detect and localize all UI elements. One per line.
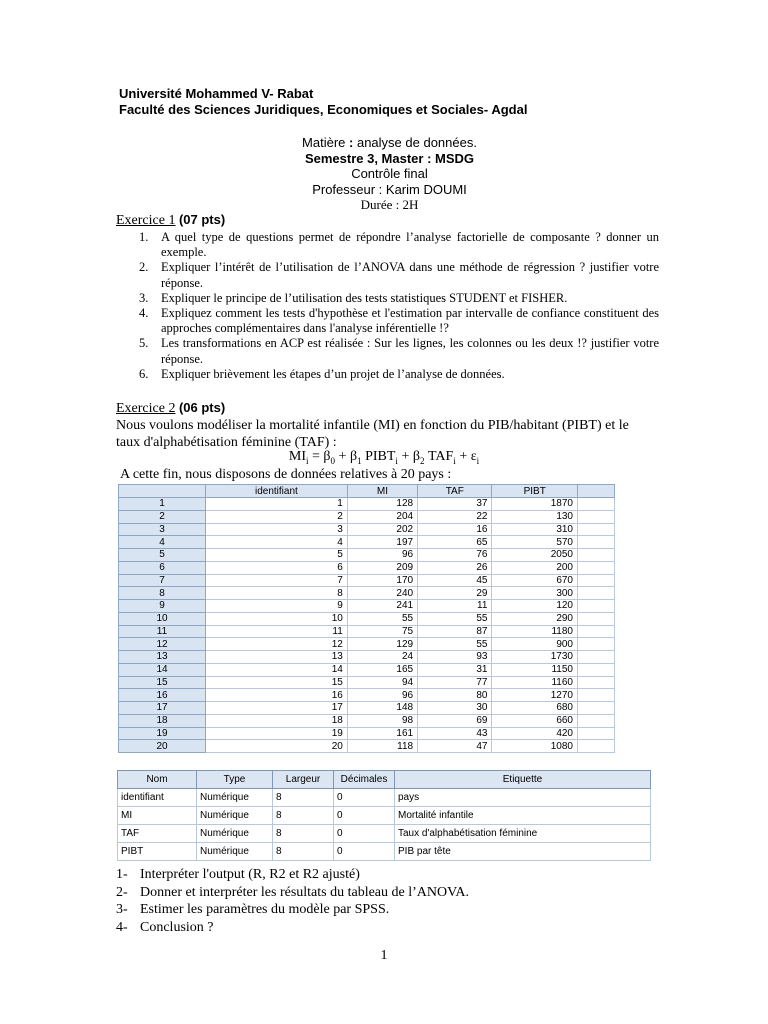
table-cell (578, 549, 615, 562)
variable-table (117, 770, 651, 861)
list-item (116, 866, 469, 884)
item-number: 1- (116, 867, 128, 882)
table-cell: 1870 (492, 498, 578, 511)
item-number: 1. (139, 230, 149, 244)
table-cell (578, 510, 615, 523)
table-cell: Taux d'alphabétisation féminine (395, 825, 651, 843)
table-cell (578, 651, 615, 664)
table-cell: 1 (206, 498, 348, 511)
subject-line (119, 135, 660, 151)
table-cell: 55 (418, 638, 492, 651)
exercise1-points: (07 pts) (178, 212, 226, 227)
table-cell: 9 (206, 600, 348, 613)
table-cell: 8 (273, 825, 334, 843)
table-cell: 8 (206, 587, 348, 600)
table-cell: PIBT (118, 843, 197, 861)
row-number: 9 (119, 600, 206, 613)
column-header: Type (197, 771, 273, 789)
table-cell: 209 (347, 561, 417, 574)
table-cell (578, 676, 615, 689)
table-cell: 6 (206, 561, 348, 574)
item-text: Interpréter l'output (R, R2 et R2 ajusté) (140, 867, 360, 882)
table-row (119, 561, 615, 574)
list-item (116, 884, 469, 902)
exam-type: Contrôle final (351, 166, 428, 181)
formula-sub: i (306, 455, 309, 466)
list-item (139, 336, 659, 366)
subject-label: Matière (302, 135, 346, 150)
row-number: 19 (119, 727, 206, 740)
table-cell: 680 (492, 702, 578, 715)
table-cell: 165 (347, 663, 417, 676)
table-cell: 11 (206, 625, 348, 638)
table-cell: 0 (334, 807, 395, 825)
item-number: 4. (139, 306, 149, 321)
table-row (119, 689, 615, 702)
table-cell: Numérique (197, 789, 273, 807)
table-cell (578, 587, 615, 600)
formula-sub: i (395, 455, 398, 466)
table-cell: 43 (418, 727, 492, 740)
table-cell: 29 (418, 587, 492, 600)
table-row (119, 612, 615, 625)
item-text: Expliquer l’intérêt de l’utilisation de l’ANOVA dans une méthode de régression ? justifier votre réponse. (161, 260, 659, 290)
table-row (119, 549, 615, 562)
subject-value: analyse de données. (356, 135, 477, 150)
column-header (119, 485, 206, 498)
formula-part: TAF (424, 449, 454, 464)
table-cell: Mortalité infantile (395, 807, 651, 825)
institution-header (119, 86, 527, 118)
table-cell: 93 (418, 651, 492, 664)
list-item (139, 230, 659, 260)
table-cell: 0 (334, 789, 395, 807)
table-cell: 96 (347, 689, 417, 702)
table-cell: 22 (418, 510, 492, 523)
table-cell: 69 (418, 714, 492, 727)
table-cell: 10 (206, 612, 348, 625)
table-row (119, 676, 615, 689)
table-cell (578, 574, 615, 587)
table-cell: 98 (347, 714, 417, 727)
table-cell: 161 (347, 727, 417, 740)
table-cell: 241 (347, 600, 417, 613)
table-cell: 1080 (492, 740, 578, 753)
table-cell: 80 (418, 689, 492, 702)
table-cell: 17 (206, 702, 348, 715)
faculty-name: Faculté des Sciences Juridiques, Economiques et Sociales- Agdal (119, 102, 528, 117)
table-cell (578, 714, 615, 727)
table-row (119, 600, 615, 613)
semester-line: Semestre 3, Master : MSDG (304, 150, 475, 166)
table-cell (578, 702, 615, 715)
table-cell: 2050 (492, 549, 578, 562)
table-cell: 4 (206, 536, 348, 549)
row-number: 8 (119, 587, 206, 600)
table-cell: Numérique (197, 807, 273, 825)
table-cell (578, 498, 615, 511)
table-cell: 170 (347, 574, 417, 587)
table-cell: 2 (206, 510, 348, 523)
column-header: Largeur (273, 771, 334, 789)
table-row (119, 523, 615, 536)
table-cell: 8 (273, 789, 334, 807)
row-number: 16 (119, 689, 206, 702)
table-cell: 0 (334, 843, 395, 861)
formula-sub: 0 (330, 455, 336, 466)
exercise1-title (116, 212, 225, 229)
column-header: TAF (418, 485, 492, 498)
duration: Durée : 2H (360, 197, 419, 212)
item-text: Conclusion ? (140, 919, 214, 935)
table-cell: 670 (492, 574, 578, 587)
data-table-body (119, 498, 615, 753)
table-cell: 8 (273, 807, 334, 825)
row-number: 5 (119, 549, 206, 562)
table-cell: 1270 (492, 689, 578, 702)
table-cell: 3 (206, 523, 348, 536)
exercise2-points: (06 pts) (178, 400, 226, 415)
table-row (119, 625, 615, 638)
table-cell (578, 663, 615, 676)
table-cell: 128 (347, 498, 417, 511)
table-cell: 570 (492, 536, 578, 549)
table-cell: 1150 (492, 663, 578, 676)
university-name: Université Mohammed V- Rabat (119, 86, 314, 101)
table-cell (578, 740, 615, 753)
table-cell (578, 638, 615, 651)
table-cell: 202 (347, 523, 417, 536)
table-cell: 290 (492, 612, 578, 625)
table-header-row (119, 485, 615, 498)
item-text: Les transformations en ACP est réalisée : Sur les lignes, les colonnes ou les deux !? justifier votre réponse. (161, 336, 659, 366)
table-cell: 11 (418, 600, 492, 613)
table-cell (578, 612, 615, 625)
row-number: 17 (119, 702, 206, 715)
table-cell: 87 (418, 625, 492, 638)
exercise1-heading: Exercice 1 (116, 213, 176, 228)
table-cell: 94 (347, 676, 417, 689)
formula-part: PIBT (361, 449, 396, 464)
table-row (119, 714, 615, 727)
row-number: 3 (119, 523, 206, 536)
table-cell: 300 (492, 587, 578, 600)
table-cell: 65 (418, 536, 492, 549)
item-text: Expliquez comment les tests d'hypothèse et l'estimation par intervalle de confiance constituent des approches complémentaires dans l'analyse inférentielle !? (161, 306, 659, 336)
column-header: Décimales (334, 771, 395, 789)
list-item (139, 260, 659, 290)
item-number: 4- (116, 919, 128, 935)
table-cell: 1180 (492, 625, 578, 638)
table-row (119, 663, 615, 676)
table-cell: 18 (206, 714, 348, 727)
table-cell: 26 (418, 561, 492, 574)
page-number: 1 (380, 948, 388, 963)
row-number: 4 (119, 536, 206, 549)
table-row (118, 843, 651, 861)
table-cell: 8 (273, 843, 334, 861)
table-cell: 47 (418, 740, 492, 753)
table-cell: 30 (418, 702, 492, 715)
table-cell: PIB par tête (395, 843, 651, 861)
professor: Professeur : Karim DOUMI (312, 181, 467, 197)
formula-part: + ε (455, 449, 477, 464)
table-cell: 240 (347, 587, 417, 600)
table-cell: Numérique (197, 843, 273, 861)
formula-sub: i (476, 455, 480, 466)
column-header: identifiant (206, 485, 348, 498)
column-header: Etiquette (395, 771, 651, 789)
formula-part: + β (335, 449, 358, 464)
table-cell: 148 (347, 702, 417, 715)
table-cell: pays (395, 789, 651, 807)
table-cell: 55 (347, 612, 417, 625)
table-cell: 130 (492, 510, 578, 523)
table-cell: 200 (492, 561, 578, 574)
column-header: MI (347, 485, 417, 498)
column-header: PIBT (492, 485, 578, 498)
item-number: 2- (116, 884, 128, 900)
list-item (116, 901, 469, 919)
table-cell: 1160 (492, 676, 578, 689)
exercise2-questions (116, 866, 469, 936)
exercise2-title (116, 400, 225, 417)
table-row (119, 587, 615, 600)
row-number: 1 (119, 498, 206, 511)
table-cell (578, 523, 615, 536)
table-cell (578, 536, 615, 549)
table-cell: 900 (492, 638, 578, 651)
row-number: 6 (119, 561, 206, 574)
table-cell: 5 (206, 549, 348, 562)
table-cell: 197 (347, 536, 417, 549)
item-number: 5. (139, 336, 149, 351)
row-number: 14 (119, 663, 206, 676)
table-cell (578, 689, 615, 702)
table-cell: 20 (206, 740, 348, 753)
table-cell: 120 (492, 600, 578, 613)
table-row (119, 702, 615, 715)
table-cell: 129 (347, 638, 417, 651)
table-cell: identifiant (118, 789, 197, 807)
row-number: 15 (119, 676, 206, 689)
row-number: 20 (119, 740, 206, 753)
column-header (578, 485, 615, 498)
variable-table-body (118, 789, 651, 861)
item-text: Donner et interpréter les résultats du tableau de l’ANOVA. (140, 884, 470, 900)
exam-info (119, 135, 660, 213)
table-cell: 13 (206, 651, 348, 664)
table-cell: 77 (418, 676, 492, 689)
table-row (118, 825, 651, 843)
table-cell: 96 (347, 549, 417, 562)
table-cell: 16 (418, 523, 492, 536)
data-intro: A cette fin, nous disposons de données relatives à 20 pays : (120, 467, 452, 482)
formula-sub: i (453, 455, 456, 466)
list-item (116, 919, 469, 937)
item-number: 2. (139, 260, 149, 275)
row-number: 11 (119, 625, 206, 638)
table-row (118, 807, 651, 825)
table-cell: 75 (347, 625, 417, 638)
item-text: Estimer les paramètres du modèle par SPSS. (140, 902, 390, 917)
table-row (119, 574, 615, 587)
data-table (118, 484, 615, 753)
table-row (119, 510, 615, 523)
table-cell: 16 (206, 689, 348, 702)
table-row (119, 727, 615, 740)
table-cell: 19 (206, 727, 348, 740)
table-cell: 0 (334, 825, 395, 843)
formula-sub: 2 (419, 455, 425, 466)
row-number: 10 (119, 612, 206, 625)
table-cell: TAF (118, 825, 197, 843)
subject-sep: : (345, 135, 357, 150)
row-number: 2 (119, 510, 206, 523)
table-cell: 14 (206, 663, 348, 676)
item-number: 6. (139, 366, 149, 381)
table-cell: 12 (206, 638, 348, 651)
table-cell: 420 (492, 727, 578, 740)
regression-formula (0, 449, 768, 466)
table-row (118, 789, 651, 807)
row-number: 7 (119, 574, 206, 587)
table-row (119, 740, 615, 753)
table-cell: 76 (418, 549, 492, 562)
formula-part: MI (288, 449, 306, 464)
table-cell: 24 (347, 651, 417, 664)
exercise2-heading: Exercice 2 (116, 401, 176, 416)
table-row (119, 651, 615, 664)
table-cell: 37 (418, 498, 492, 511)
table-cell: 15 (206, 676, 348, 689)
exercise1-questions (139, 230, 659, 382)
item-number: 3- (116, 902, 128, 917)
list-item (139, 291, 659, 306)
column-header: Nom (118, 771, 197, 789)
table-cell: 55 (418, 612, 492, 625)
formula-sub: 1 (357, 455, 362, 466)
formula-part: = β (308, 449, 331, 464)
row-number: 13 (119, 651, 206, 664)
table-cell (578, 600, 615, 613)
table-header-row (118, 771, 651, 789)
table-cell: 31 (418, 663, 492, 676)
item-number: 3. (139, 290, 149, 305)
table-cell (578, 625, 615, 638)
item-text: A quel type de questions permet de répondre l’analyse factorielle de composante ? donner un exemple. (161, 230, 659, 260)
table-cell: Numérique (197, 825, 273, 843)
row-number: 18 (119, 714, 206, 727)
table-row (119, 536, 615, 549)
row-number: 12 (119, 638, 206, 651)
list-item (139, 306, 659, 336)
table-cell: 1730 (492, 651, 578, 664)
table-cell (578, 561, 615, 574)
exercise2-intro: Nous voulons modéliser la mortalité infantile (MI) en fonction du PIB/habitant (PIBT) et le taux d'alphabétisation féminine (TAF) : (116, 418, 629, 450)
table-cell: 7 (206, 574, 348, 587)
table-cell: 45 (418, 574, 492, 587)
table-cell: 118 (347, 740, 417, 753)
table-cell: 310 (492, 523, 578, 536)
table-cell: 204 (347, 510, 417, 523)
item-text: Expliquer brièvement les étapes d’un projet de l’analyse de données. (161, 366, 505, 381)
table-cell: MI (118, 807, 197, 825)
table-row (119, 638, 615, 651)
table-cell: 660 (492, 714, 578, 727)
table-row (119, 498, 615, 511)
table-cell (578, 727, 615, 740)
formula-part: + β (397, 449, 420, 464)
item-text: Expliquer le principe de l’utilisation des tests statistiques STUDENT et FISHER. (161, 290, 568, 305)
list-item (139, 367, 659, 382)
